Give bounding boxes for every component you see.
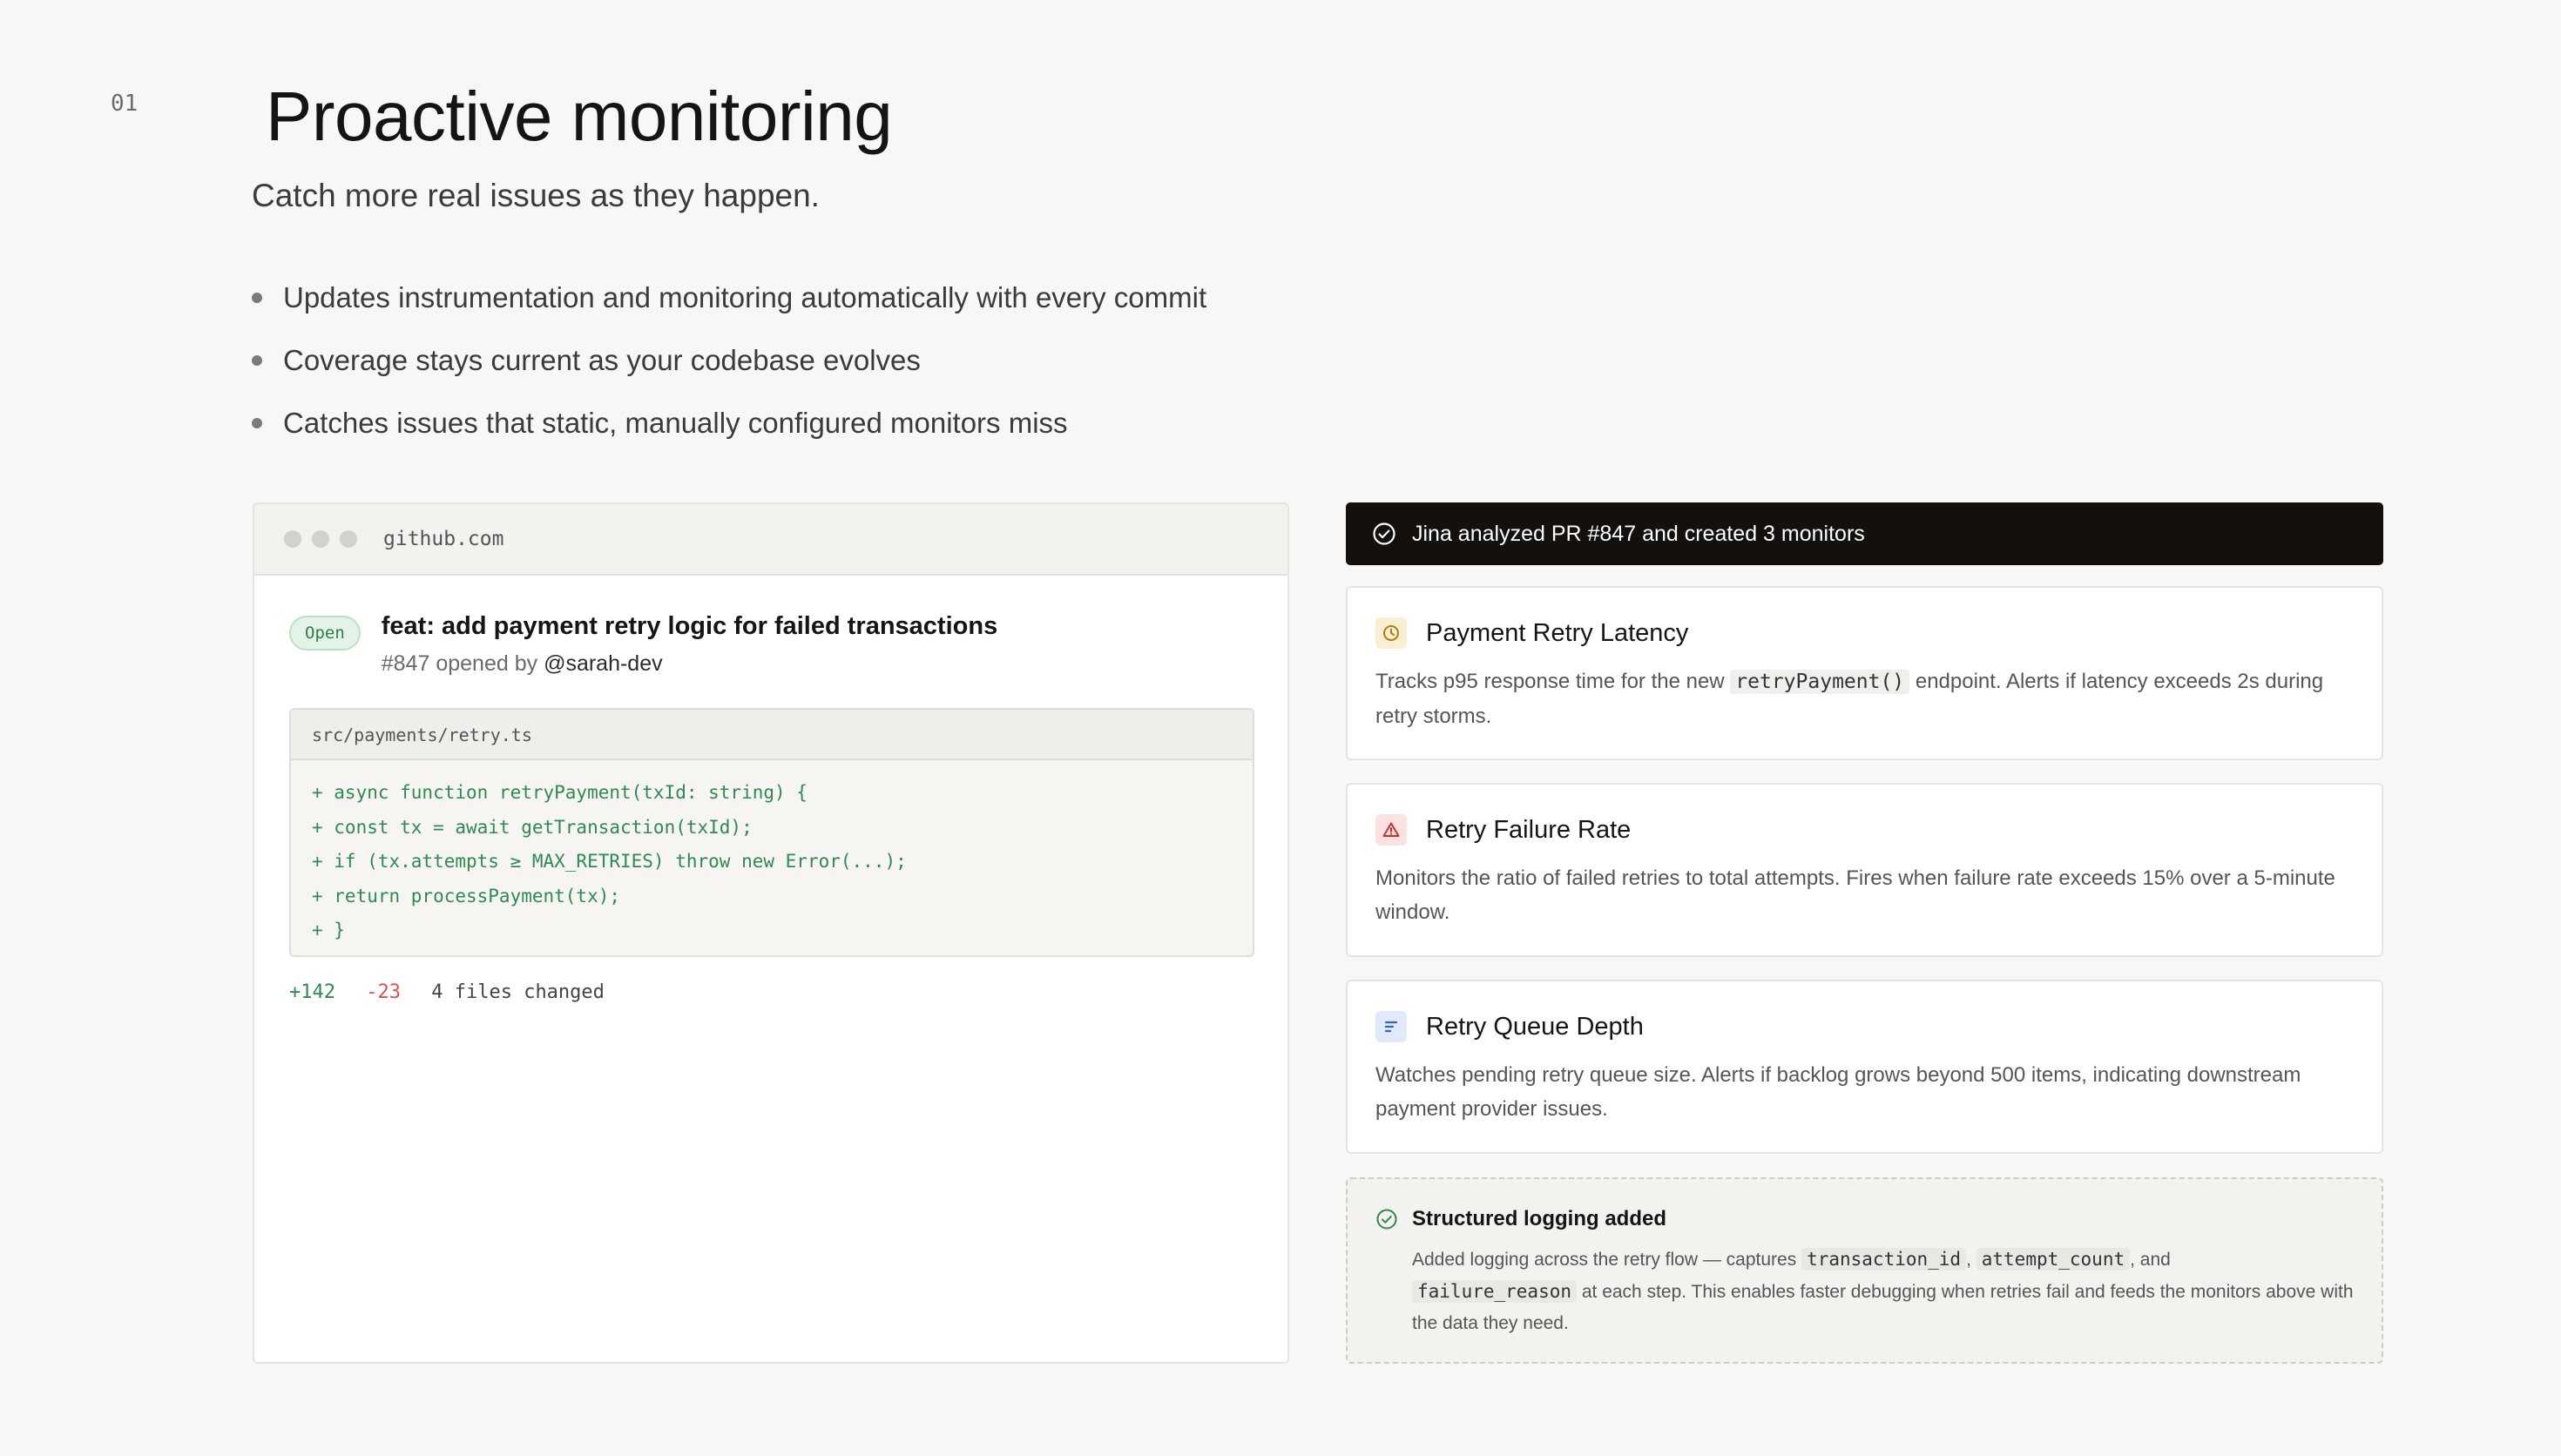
code-snippet: failure_reason bbox=[1412, 1280, 1577, 1303]
monitor-head bbox=[1375, 814, 2354, 846]
feature-text: Updates instrumentation and monitoring automatically with every commit bbox=[283, 281, 1207, 313]
feature-text: Coverage stays current as your codebase evolves bbox=[283, 344, 921, 376]
page-subtitle: Catch more real issues as they happen. bbox=[252, 178, 820, 213]
monitor-title: Retry Queue Depth bbox=[1426, 1012, 1644, 1041]
browser-window bbox=[253, 502, 1289, 1364]
diff-lines bbox=[291, 760, 1253, 957]
monitor-description: Watches pending retry queue size. Alerts if backlog grows beyond 500 items, indicating downstream payment provider issues. bbox=[1375, 1063, 2301, 1121]
desc-text: Added logging across the retry flow — captures bbox=[1412, 1250, 1802, 1270]
logging-title: Structured logging added bbox=[1412, 1207, 1666, 1230]
diff-stats bbox=[289, 981, 605, 1003]
feature-item bbox=[252, 329, 1206, 392]
code-snippet: retryPayment() bbox=[1730, 670, 1909, 694]
deletions-count: -23 bbox=[366, 981, 401, 1003]
feature-item bbox=[252, 392, 1206, 455]
feature-list bbox=[252, 266, 1206, 455]
diff-line: + const tx = await getTransaction(txId); bbox=[312, 816, 753, 838]
logging-description bbox=[1412, 1244, 2354, 1339]
check-circle-icon bbox=[1375, 1208, 1398, 1230]
check-circle-icon bbox=[1372, 522, 1396, 546]
desc-text: , bbox=[1966, 1250, 1976, 1270]
monitor-title: Retry Failure Rate bbox=[1426, 815, 1632, 844]
desc-text: at each step. This enables faster debugging when retries fail and feeds the monitors above with the data they need. bbox=[1412, 1282, 2354, 1333]
monitor-card-queue-depth[interactable] bbox=[1346, 980, 2383, 1154]
banner-text: Jina analyzed PR #847 and created 3 monitors bbox=[1412, 521, 1865, 546]
monitor-head bbox=[1375, 617, 2354, 649]
slide-number: 01 bbox=[111, 91, 139, 117]
diff-line: + } bbox=[312, 920, 345, 940]
bullet-dot bbox=[252, 355, 262, 366]
clock-icon bbox=[1375, 617, 1407, 649]
window-dot-minimize[interactable] bbox=[312, 530, 329, 548]
window-dot-maximize[interactable] bbox=[340, 530, 357, 548]
logging-head bbox=[1375, 1207, 2354, 1231]
code-diff bbox=[289, 708, 1254, 957]
diff-line: + return processPayment(tx); bbox=[312, 885, 621, 907]
pr-author-link[interactable]: @sarah-dev bbox=[544, 651, 663, 676]
status-badge: Open bbox=[289, 616, 361, 650]
code-snippet: transaction_id bbox=[1801, 1248, 1966, 1271]
diff-line: + async function retryPayment(txId: string) { bbox=[312, 782, 807, 803]
desc-text: Tracks p95 response time for the new bbox=[1375, 670, 1731, 693]
queue-icon bbox=[1375, 1011, 1407, 1042]
monitor-title: Payment Retry Latency bbox=[1426, 618, 1689, 647]
pr-meta bbox=[382, 651, 997, 677]
additions-count: +142 bbox=[289, 981, 335, 1003]
desc-text: , and bbox=[2130, 1250, 2171, 1270]
pr-title[interactable]: feat: add payment retry logic for failed transactions bbox=[381, 612, 998, 640]
feature-text: Catches issues that static, manually configured monitors miss bbox=[283, 407, 1068, 439]
bullet-dot bbox=[252, 418, 262, 428]
bullet-dot bbox=[252, 293, 262, 303]
diff-line: + if (tx.attempts ≥ MAX_RETRIES) throw new Error(...); bbox=[312, 851, 907, 872]
files-changed: 4 files changed bbox=[431, 981, 605, 1003]
browser-toolbar bbox=[254, 504, 1287, 576]
monitor-card-failure-rate[interactable] bbox=[1346, 783, 2383, 957]
desc-text: endpoint. Alerts if latency exceeds 2s during retry storms. bbox=[1375, 670, 2324, 728]
pr-number-opened: #847 opened by bbox=[381, 651, 538, 676]
pr-text bbox=[382, 612, 997, 677]
address-bar[interactable]: github.com bbox=[383, 528, 504, 550]
monitor-card-latency[interactable] bbox=[1346, 586, 2383, 760]
feature-item bbox=[252, 266, 1206, 329]
analysis-banner bbox=[1346, 502, 2383, 565]
diff-file-name[interactable]: src/payments/retry.ts bbox=[291, 710, 1253, 760]
warning-icon bbox=[1375, 814, 1407, 846]
monitor-head bbox=[1375, 1011, 2354, 1042]
logging-note bbox=[1346, 1177, 2383, 1364]
code-snippet: attempt_count bbox=[1976, 1248, 2130, 1271]
monitor-description: Monitors the ratio of failed retries to total attempts. Fires when failure rate exceeds 15% over a 5-minute window. bbox=[1375, 866, 2335, 924]
pull-request-header bbox=[289, 612, 997, 677]
window-dot-close[interactable] bbox=[284, 530, 301, 548]
page-title: Proactive monitoring bbox=[266, 78, 893, 155]
monitor-description bbox=[1375, 664, 2354, 733]
